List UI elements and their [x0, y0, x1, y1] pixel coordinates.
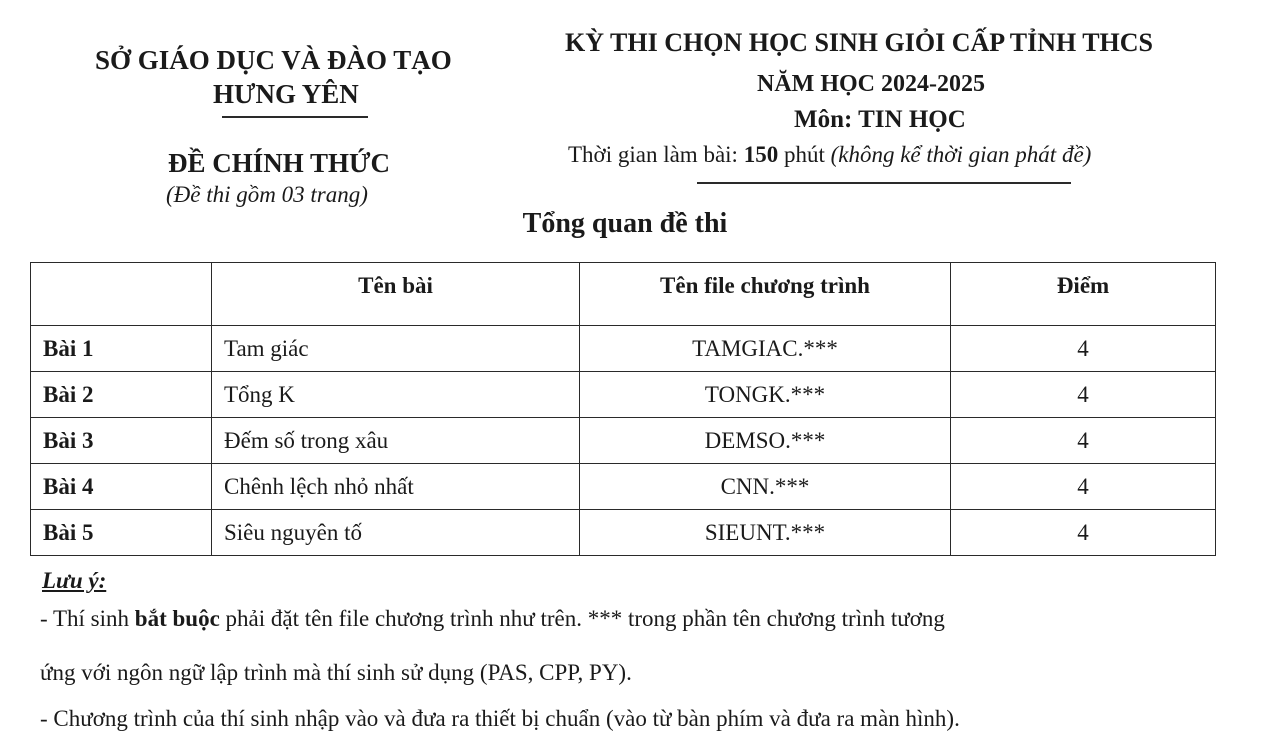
problem-file: CNN.*** [580, 464, 951, 510]
notes-heading: Lưu ý: [42, 568, 107, 593]
problem-id: Bài 2 [31, 372, 212, 418]
note-1-end: phải đặt tên file chương trình như trên. *** trong phần tên chương trình tương [219, 606, 945, 631]
problem-file: DEMSO.*** [580, 418, 951, 464]
time-prefix: Thời gian làm bài: [568, 142, 744, 167]
table-row [31, 326, 1216, 372]
problem-name: Siêu nguyên tố [212, 510, 580, 556]
problem-id: Bài 3 [31, 418, 212, 464]
table-row [31, 418, 1216, 464]
exam-title: KỲ THI CHỌN HỌC SINH GIỎI CẤP TỈNH THCS [565, 28, 1154, 57]
problem-id: Bài 1 [31, 326, 212, 372]
problem-name: Chênh lệch nhỏ nhất [212, 464, 580, 510]
overview-title: Tổng quan đề thi [522, 208, 728, 239]
exam-year: NĂM HỌC 2024-2025 [757, 71, 985, 97]
table-header-row [31, 263, 1216, 326]
note-line-1 [40, 606, 945, 632]
problem-score: 4 [951, 372, 1216, 418]
document-status: ĐỀ CHÍNH THỨC [168, 148, 391, 178]
problem-id: Bài 4 [31, 464, 212, 510]
header-cell-file: Tên file chương trình [580, 263, 951, 326]
time-note: (không kể thời gian phát đề) [830, 142, 1092, 167]
note-1-emphasis: bắt buộc [134, 606, 220, 631]
problem-score: 4 [951, 326, 1216, 372]
problem-file: TONGK.*** [580, 372, 951, 418]
problem-name: Tổng K [212, 372, 580, 418]
problem-id: Bài 5 [31, 510, 212, 556]
header-cell-id [31, 263, 212, 326]
problem-name: Tam giác [212, 326, 580, 372]
problem-file: SIEUNT.*** [580, 510, 951, 556]
problem-file: TAMGIAC.*** [580, 326, 951, 372]
table-row [31, 464, 1216, 510]
note-line-2: - Chương trình của thí sinh nhập vào và đưa ra thiết bị chuẩn (vào từ bàn phím và đưa ra màn hình). [40, 706, 960, 731]
header-cell-score: Điểm [951, 263, 1216, 326]
organization-province: HƯNG YÊN [213, 79, 359, 109]
organization-name: SỞ GIÁO DỤC VÀ ĐÀO TẠO [95, 45, 452, 75]
header-cell-name: Tên bài [212, 263, 580, 326]
problem-score: 4 [951, 510, 1216, 556]
time-unit: phút [778, 142, 831, 167]
time-underline [697, 182, 1071, 184]
time-value: 150 [743, 142, 779, 167]
exam-subject: Môn: TIN HỌC [794, 106, 966, 133]
table-row [31, 510, 1216, 556]
problem-score: 4 [951, 418, 1216, 464]
problem-table [30, 262, 1216, 556]
province-underline [222, 116, 368, 118]
note-1-start: - Thí sinh [40, 606, 135, 631]
problem-name: Đếm số trong xâu [212, 418, 580, 464]
problem-score: 4 [951, 464, 1216, 510]
time-limit-line [568, 142, 1091, 168]
table-row [31, 372, 1216, 418]
note-line-1-continued: ứng với ngôn ngữ lập trình mà thí sinh sử dụng (PAS, CPP, PY). [40, 660, 632, 685]
overview-title-wrap [0, 208, 1274, 240]
page-count-note: (Đề thi gồm 03 trang) [166, 182, 368, 207]
